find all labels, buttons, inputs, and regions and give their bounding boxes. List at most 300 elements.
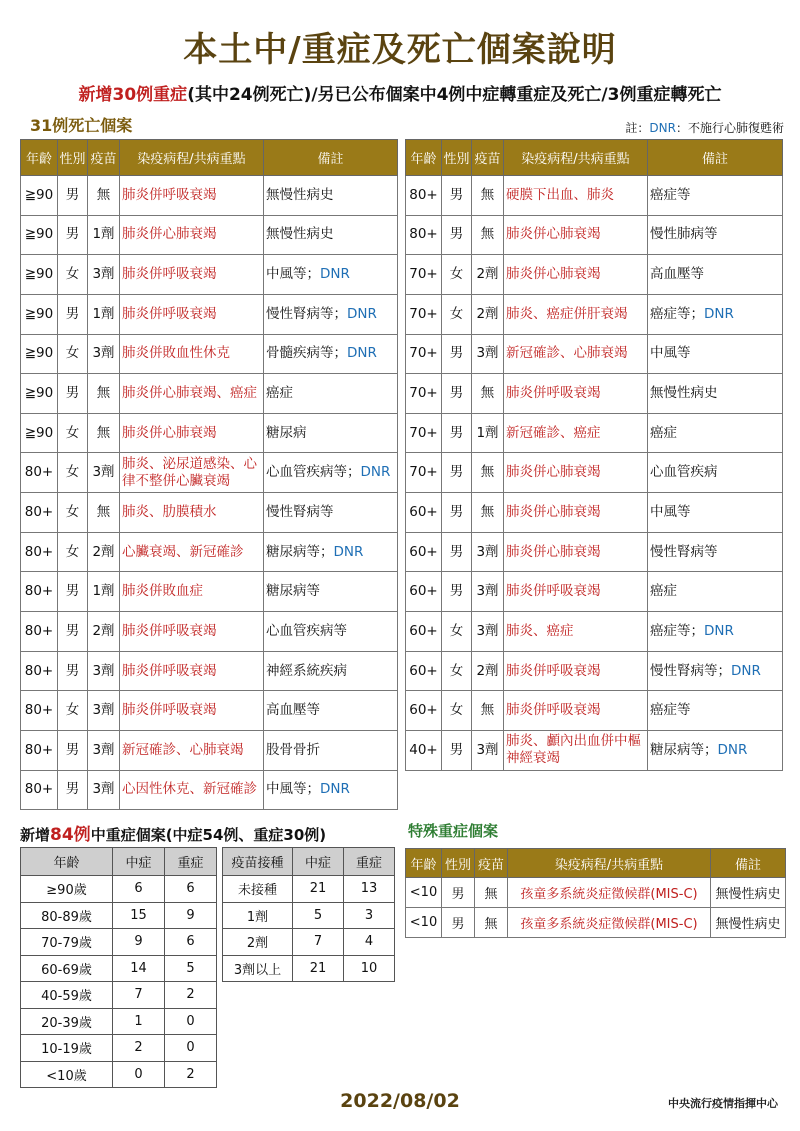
death-case-row <box>21 453 398 493</box>
stat-label: 60-69歲 <box>21 955 113 982</box>
case-disease: 新冠確診、心肺衰竭 <box>120 730 264 770</box>
case-remark <box>648 215 783 255</box>
case-sex: 男 <box>58 730 88 770</box>
death-case-row <box>21 215 398 255</box>
col-remark: 備註 <box>711 849 786 878</box>
organization-name: 中央流行疫情指揮中心 <box>668 1097 778 1110</box>
case-remark <box>648 176 783 216</box>
stat-row <box>21 982 217 1009</box>
case-sex: 女 <box>442 691 472 731</box>
case-disease: 肺炎併呼吸衰竭 <box>120 651 264 691</box>
death-case-row <box>21 691 398 731</box>
stat-row <box>223 902 395 929</box>
case-remark <box>264 612 398 652</box>
case-age: 80+ <box>21 691 58 731</box>
death-case-row <box>21 612 398 652</box>
death-case-row <box>406 294 783 334</box>
remark-text: 慢性腎病等； <box>266 305 347 322</box>
dnr-tag: DNR <box>360 464 391 481</box>
case-sex: 女 <box>58 493 88 533</box>
remark-text: 神經系統疾病 <box>266 662 347 679</box>
remark-text: 癌症 <box>650 583 677 600</box>
case-disease: 肺炎、肋膜積水 <box>120 493 264 533</box>
vaccine-stats-table <box>222 847 395 982</box>
stat-row <box>21 876 217 903</box>
col-moderate: 中症 <box>293 848 344 876</box>
case-vaccine: 3劑 <box>88 334 120 374</box>
death-case-row <box>406 374 783 414</box>
stat-severe: 10 <box>344 955 395 982</box>
page-title: 本土中/重症及死亡個案說明 <box>183 30 617 70</box>
death-case-row <box>406 255 783 295</box>
case-disease: 肺炎併呼吸衰竭 <box>120 612 264 652</box>
case-age: 70+ <box>406 294 442 334</box>
moderate-section-heading <box>20 820 326 845</box>
case-remark <box>264 334 398 374</box>
case-sex: 男 <box>442 453 472 493</box>
case-remark <box>648 691 783 731</box>
stat-row <box>21 955 217 982</box>
case-remark <box>648 453 783 493</box>
dnr-tag: DNR <box>731 662 761 679</box>
case-vaccine: 無 <box>472 374 504 414</box>
remark-text: 中風等； <box>266 266 320 283</box>
stat-severe: 9 <box>165 902 217 929</box>
stat-moderate: 2 <box>113 1035 165 1062</box>
col-sex: 性別 <box>58 140 88 176</box>
case-remark <box>648 374 783 414</box>
case-vaccine: 2劑 <box>472 255 504 295</box>
col-severe: 重症 <box>344 848 395 876</box>
death-case-row <box>406 413 783 453</box>
case-sex: 男 <box>442 334 472 374</box>
subtitle-highlight: 新增30例重症 <box>78 85 188 105</box>
dnr-note <box>625 119 784 136</box>
death-case-row <box>406 691 783 731</box>
case-remark <box>648 730 783 770</box>
stat-row <box>223 876 395 903</box>
stat-row <box>21 902 217 929</box>
case-remark <box>264 374 398 414</box>
remark-text: 心血管疾病等； <box>266 464 361 481</box>
stat-row <box>223 929 395 956</box>
dnr-tag: DNR <box>333 543 364 560</box>
case-remark <box>264 691 398 731</box>
case-age: 60+ <box>406 691 442 731</box>
case-disease: 孩童多系統炎症徵候群(MIS-C) <box>508 878 711 908</box>
case-vaccine: 1劑 <box>472 413 504 453</box>
dnr-tag: DNR <box>320 781 350 798</box>
case-remark <box>648 255 783 295</box>
case-disease: 新冠確診、癌症 <box>504 413 648 453</box>
stat-label: 70-79歲 <box>21 929 113 956</box>
remark-text: 中風等； <box>266 781 320 798</box>
case-vaccine: 2劑 <box>88 612 120 652</box>
case-age: 60+ <box>406 651 442 691</box>
stat-label: 2劑 <box>223 929 293 956</box>
case-age: 80+ <box>21 612 58 652</box>
death-case-row <box>406 612 783 652</box>
case-sex: 男 <box>442 878 475 908</box>
stat-moderate: 7 <box>293 929 344 956</box>
stat-label: ≥90歲 <box>21 876 113 903</box>
case-remark <box>264 532 398 572</box>
case-disease: 硬膜下出血、肺炎 <box>504 176 648 216</box>
col-sex: 性別 <box>442 140 472 176</box>
case-sex: 女 <box>58 532 88 572</box>
death-case-row <box>406 651 783 691</box>
case-sex: 男 <box>442 413 472 453</box>
case-sex: 男 <box>58 572 88 612</box>
special-cases-table <box>405 848 786 938</box>
case-remark <box>264 572 398 612</box>
case-vaccine: 無 <box>88 176 120 216</box>
case-disease: 肺炎併心肺衰竭 <box>120 215 264 255</box>
remark-text: 中風等 <box>650 503 691 520</box>
death-table-left <box>20 139 398 810</box>
death-case-row <box>21 294 398 334</box>
heading-pre: 新增 <box>20 826 51 844</box>
case-disease: 肺炎併敗血性休克 <box>120 334 264 374</box>
stat-severe: 5 <box>165 955 217 982</box>
stat-severe: 2 <box>165 1061 217 1088</box>
case-disease: 心臟衰竭、新冠確診 <box>120 532 264 572</box>
death-case-row <box>406 334 783 374</box>
stat-row <box>21 1008 217 1035</box>
death-case-row <box>21 176 398 216</box>
case-vaccine: 3劑 <box>472 334 504 374</box>
death-case-row <box>21 730 398 770</box>
col-vaccination: 疫苗接種 <box>223 848 293 876</box>
case-disease: 肺炎併呼吸衰竭 <box>120 294 264 334</box>
case-disease: 肺炎併呼吸衰竭 <box>504 691 648 731</box>
remark-text: 高血壓等 <box>650 266 704 283</box>
case-disease: 心因性休克、新冠確診 <box>120 770 264 810</box>
death-case-row <box>21 413 398 453</box>
stat-label: 10-19歲 <box>21 1035 113 1062</box>
stat-moderate: 1 <box>113 1008 165 1035</box>
case-sex: 男 <box>58 612 88 652</box>
case-age: 80+ <box>21 572 58 612</box>
case-remark <box>264 493 398 533</box>
stat-severe: 0 <box>165 1008 217 1035</box>
case-disease: 肺炎併心肺衰竭 <box>504 453 648 493</box>
case-age: 60+ <box>406 612 442 652</box>
case-vaccine: 無 <box>88 413 120 453</box>
death-case-row <box>406 215 783 255</box>
case-age: 70+ <box>406 453 442 493</box>
case-sex: 女 <box>442 294 472 334</box>
case-vaccine: 3劑 <box>472 572 504 612</box>
stat-severe: 2 <box>165 982 217 1009</box>
case-disease: 肺炎併心肺衰竭 <box>504 215 648 255</box>
death-case-row <box>21 374 398 414</box>
special-section-heading: 特殊重症個案 <box>408 822 499 840</box>
death-table-right <box>405 139 783 771</box>
stat-label: 未接種 <box>223 876 293 903</box>
case-age: 70+ <box>406 374 442 414</box>
death-case-row <box>21 255 398 295</box>
case-disease: 新冠確診、心肺衰竭 <box>504 334 648 374</box>
case-vaccine: 3劑 <box>88 730 120 770</box>
remark-text: 慢性肺病等 <box>650 226 718 243</box>
case-age: <10 <box>406 908 442 938</box>
case-age: 60+ <box>406 493 442 533</box>
remark-text: 高血壓等 <box>266 702 320 719</box>
case-remark <box>648 572 783 612</box>
case-disease: 肺炎併呼吸衰竭 <box>120 255 264 295</box>
case-disease: 肺炎、癌症併肝衰竭 <box>504 294 648 334</box>
case-remark <box>648 651 783 691</box>
remark-text: 慢性腎病等； <box>650 662 731 679</box>
case-age: ≧90 <box>21 176 58 216</box>
case-age: 80+ <box>21 651 58 691</box>
case-vaccine: 3劑 <box>88 255 120 295</box>
case-sex: 男 <box>442 730 472 770</box>
case-sex: 女 <box>58 691 88 731</box>
death-case-row <box>406 493 783 533</box>
case-remark <box>264 651 398 691</box>
case-age: 60+ <box>406 532 442 572</box>
death-case-row <box>21 493 398 533</box>
note-suffix: ：不施行心肺復甦術 <box>675 121 784 135</box>
page-subtitle <box>0 80 800 105</box>
case-vaccine: 無 <box>475 908 508 938</box>
case-age: 60+ <box>406 572 442 612</box>
stat-label: <10歲 <box>21 1061 113 1088</box>
col-disease: 染疫病程/共病重點 <box>508 849 711 878</box>
case-sex: 男 <box>442 215 472 255</box>
remark-text: 慢性腎病等 <box>650 543 718 560</box>
dnr-tag: DNR <box>717 741 748 758</box>
case-vaccine: 1劑 <box>88 294 120 334</box>
case-vaccine: 3劑 <box>472 730 504 770</box>
death-case-row <box>21 572 398 612</box>
remark-text: 骨髓疾病等； <box>266 345 347 362</box>
stat-moderate: 6 <box>113 876 165 903</box>
case-sex: 男 <box>58 215 88 255</box>
case-age: 70+ <box>406 413 442 453</box>
stat-severe: 0 <box>165 1035 217 1062</box>
death-case-row <box>406 453 783 493</box>
case-age: ≧90 <box>21 255 58 295</box>
col-disease: 染疫病程/共病重點 <box>120 140 264 176</box>
stat-severe: 4 <box>344 929 395 956</box>
stat-severe: 6 <box>165 929 217 956</box>
remark-text: 無慢性病史 <box>650 385 718 402</box>
stat-label: 3劑以上 <box>223 955 293 982</box>
case-vaccine: 1劑 <box>88 215 120 255</box>
case-disease: 肺炎併心肺衰竭、癌症 <box>120 374 264 414</box>
case-remark <box>264 215 398 255</box>
death-case-row <box>21 770 398 810</box>
special-case-row <box>406 908 786 938</box>
case-age: 80+ <box>21 730 58 770</box>
case-sex: 男 <box>58 176 88 216</box>
remark-text: 癌症等 <box>650 702 691 719</box>
subtitle-detail: (其中24例死亡)/另已公布個案中4例中症轉重症及死亡/3例重症轉死亡 <box>187 85 722 105</box>
case-remark <box>264 730 398 770</box>
case-remark <box>264 770 398 810</box>
stat-moderate: 5 <box>293 902 344 929</box>
case-sex: 女 <box>58 334 88 374</box>
special-case-row <box>406 878 786 908</box>
case-sex: 男 <box>442 572 472 612</box>
case-age: 40+ <box>406 730 442 770</box>
case-sex: 男 <box>58 294 88 334</box>
case-sex: 男 <box>58 374 88 414</box>
case-age: 70+ <box>406 334 442 374</box>
case-disease: 肺炎併心肺衰竭 <box>504 532 648 572</box>
case-disease: 肺炎併心肺衰竭 <box>504 255 648 295</box>
col-age: 年齡 <box>21 140 58 176</box>
case-vaccine: 無 <box>88 374 120 414</box>
col-vaccine: 疫苗 <box>472 140 504 176</box>
case-disease: 孩童多系統炎症徵候群(MIS-C) <box>508 908 711 938</box>
case-sex: 女 <box>442 612 472 652</box>
case-vaccine: 無 <box>472 453 504 493</box>
case-age: 80+ <box>21 532 58 572</box>
dnr-tag: DNR <box>347 305 377 322</box>
death-table-header <box>406 140 783 176</box>
case-age: 80+ <box>406 215 442 255</box>
remark-text: 癌症 <box>650 424 677 441</box>
case-sex: 女 <box>442 255 472 295</box>
case-remark <box>648 532 783 572</box>
dnr-tag: DNR <box>320 266 350 283</box>
death-table-header <box>21 140 398 176</box>
note-prefix: 註： <box>625 121 650 135</box>
stat-moderate: 21 <box>293 955 344 982</box>
case-disease: 肺炎併呼吸衰竭 <box>120 691 264 731</box>
stat-severe: 3 <box>344 902 395 929</box>
case-age: ≧90 <box>21 294 58 334</box>
case-sex: 女 <box>58 453 88 493</box>
remark-text: 糖尿病等 <box>266 583 320 600</box>
col-vaccine: 疫苗 <box>88 140 120 176</box>
death-case-row <box>406 730 783 770</box>
remark-text: 癌症等； <box>650 305 704 322</box>
remark-text: 糖尿病 <box>266 424 307 441</box>
case-sex: 男 <box>442 532 472 572</box>
case-sex: 男 <box>442 374 472 414</box>
age-stats-table <box>20 847 217 1088</box>
col-disease: 染疫病程/共病重點 <box>504 140 648 176</box>
stat-severe: 6 <box>165 876 217 903</box>
stat-row <box>21 929 217 956</box>
remark-text: 癌症 <box>266 385 293 402</box>
remark-text: 無慢性病史 <box>266 186 334 203</box>
stat-row <box>21 1035 217 1062</box>
stat-moderate: 0 <box>113 1061 165 1088</box>
case-age: ≧90 <box>21 334 58 374</box>
case-age: <10 <box>406 878 442 908</box>
case-vaccine: 無 <box>472 176 504 216</box>
case-remark <box>648 612 783 652</box>
case-sex: 男 <box>58 770 88 810</box>
stat-moderate: 7 <box>113 982 165 1009</box>
case-remark <box>648 413 783 453</box>
remark-text: 糖尿病等； <box>266 543 334 560</box>
remark-text: 股骨骨折 <box>266 741 320 758</box>
case-sex: 男 <box>58 651 88 691</box>
col-vaccine: 疫苗 <box>475 849 508 878</box>
case-age: ≧90 <box>21 215 58 255</box>
case-disease: 肺炎併呼吸衰竭 <box>504 374 648 414</box>
death-case-row <box>21 651 398 691</box>
case-disease: 肺炎併心肺衰竭 <box>504 493 648 533</box>
case-disease: 肺炎併呼吸衰竭 <box>120 176 264 216</box>
case-vaccine: 無 <box>472 691 504 731</box>
note-dnr: DNR <box>649 121 676 135</box>
remark-text: 中風等 <box>650 345 691 362</box>
death-case-row <box>21 334 398 374</box>
stat-row <box>223 955 395 982</box>
case-remark <box>264 294 398 334</box>
case-disease: 肺炎、顱內出血併中樞神經衰竭 <box>504 730 648 770</box>
case-vaccine: 3劑 <box>88 691 120 731</box>
stat-moderate: 21 <box>293 876 344 903</box>
case-sex: 女 <box>58 255 88 295</box>
stat-row <box>21 1061 217 1088</box>
case-age: 70+ <box>406 255 442 295</box>
case-vaccine: 3劑 <box>472 612 504 652</box>
case-vaccine: 2劑 <box>472 651 504 691</box>
case-disease: 肺炎併敗血症 <box>120 572 264 612</box>
case-disease: 肺炎併呼吸衰竭 <box>504 651 648 691</box>
stat-moderate: 14 <box>113 955 165 982</box>
col-age: 年齡 <box>21 848 113 876</box>
death-case-row <box>406 176 783 216</box>
case-age: 80+ <box>406 176 442 216</box>
stat-moderate: 15 <box>113 902 165 929</box>
case-remark <box>648 334 783 374</box>
death-case-row <box>406 532 783 572</box>
case-sex: 男 <box>442 176 472 216</box>
stat-moderate: 9 <box>113 929 165 956</box>
remark-text: 心血管疾病等 <box>266 622 347 639</box>
case-disease: 肺炎併心肺衰竭 <box>120 413 264 453</box>
col-severe: 重症 <box>165 848 217 876</box>
case-remark <box>264 413 398 453</box>
case-disease: 肺炎併呼吸衰竭 <box>504 572 648 612</box>
stat-label: 40-59歲 <box>21 982 113 1009</box>
case-vaccine: 無 <box>472 493 504 533</box>
dnr-tag: DNR <box>704 622 734 639</box>
case-remark <box>264 453 398 493</box>
case-age: ≧90 <box>21 374 58 414</box>
death-section-heading: 31例死亡個案 <box>30 116 133 135</box>
remark-text: 糖尿病等； <box>650 741 718 758</box>
case-vaccine: 2劑 <box>472 294 504 334</box>
case-vaccine: 3劑 <box>88 453 120 493</box>
case-vaccine: 2劑 <box>88 532 120 572</box>
case-sex: 女 <box>442 651 472 691</box>
case-remark <box>264 176 398 216</box>
case-vaccine: 無 <box>88 493 120 533</box>
case-disease: 肺炎、癌症 <box>504 612 648 652</box>
case-sex: 女 <box>58 413 88 453</box>
col-sex: 性別 <box>442 849 475 878</box>
dnr-tag: DNR <box>347 345 377 362</box>
stat-label: 20-39歲 <box>21 1008 113 1035</box>
remark-text: 心血管疾病 <box>650 464 718 481</box>
death-case-row <box>406 572 783 612</box>
stat-label: 1劑 <box>223 902 293 929</box>
stat-label: 80-89歲 <box>21 902 113 929</box>
case-sex: 男 <box>442 493 472 533</box>
case-age: 80+ <box>21 770 58 810</box>
